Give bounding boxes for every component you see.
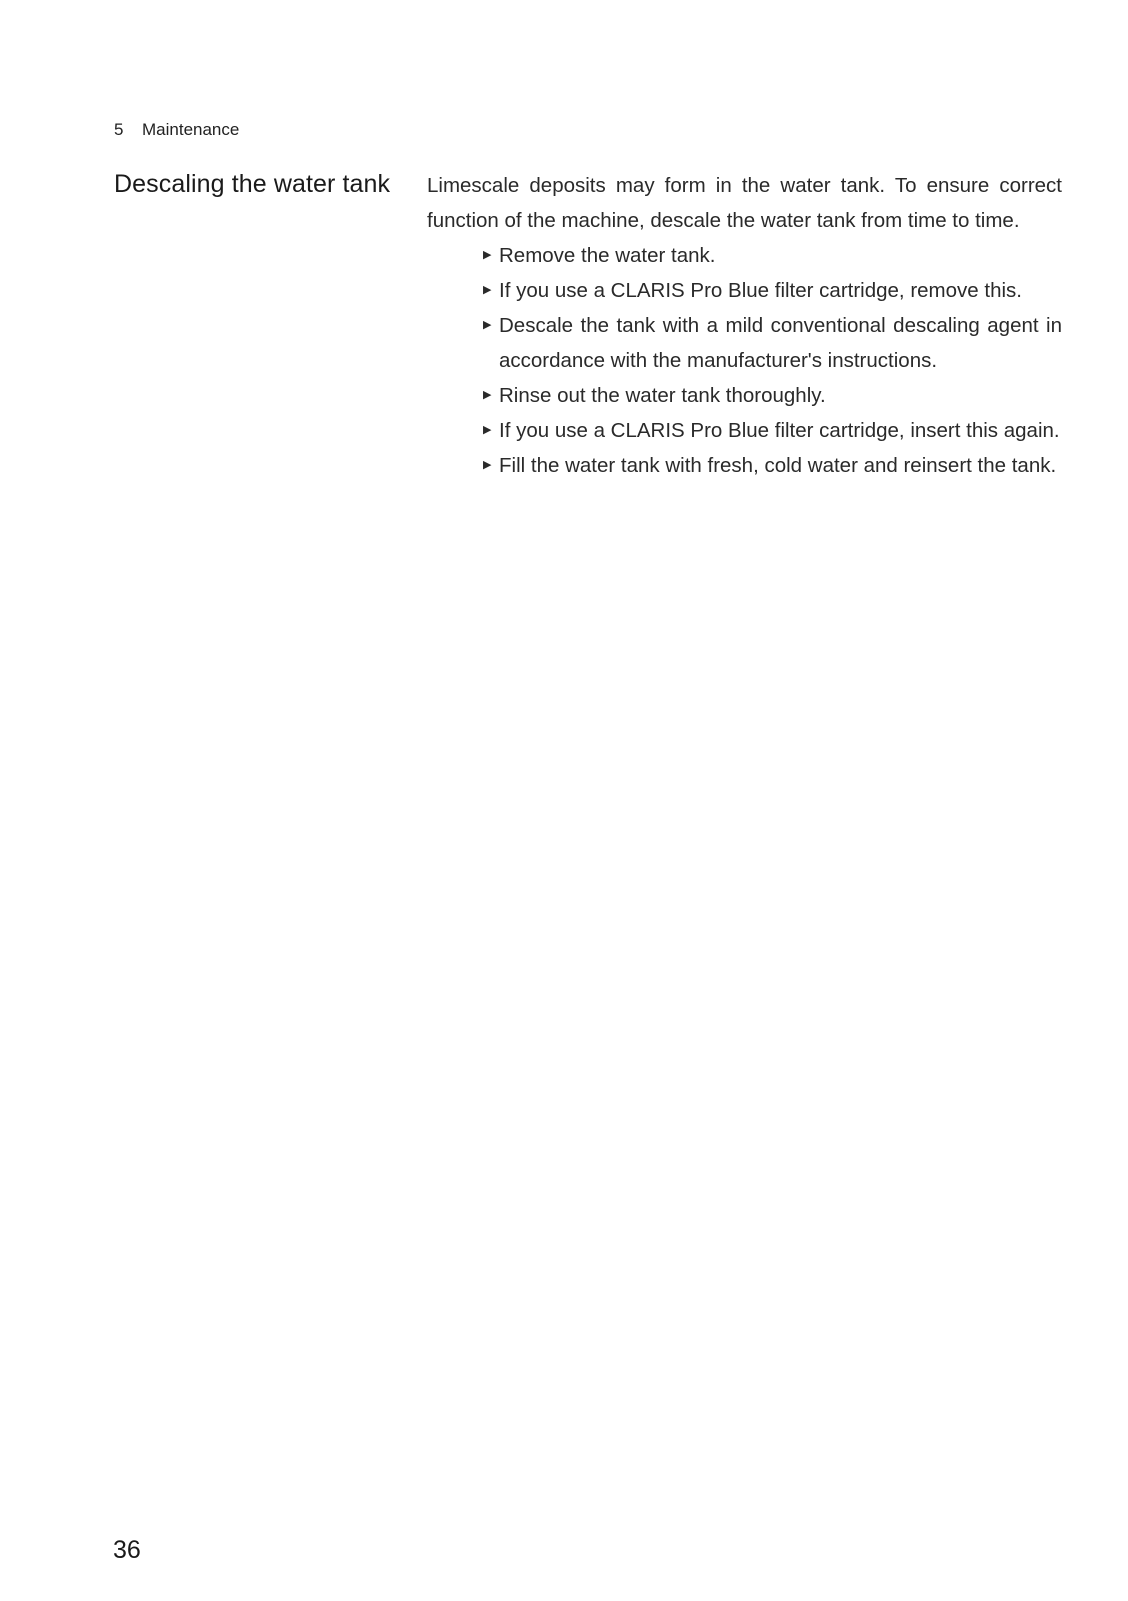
chapter-title: Maintenance	[142, 120, 240, 139]
step-item	[483, 238, 1062, 273]
step-text: If you use a CLARIS Pro Blue filter cartridge, remove this.	[499, 279, 1022, 302]
step-item	[483, 448, 1062, 483]
step-list	[427, 238, 1062, 483]
step-text: If you use a CLARIS Pro Blue filter cartridge, insert this again.	[499, 419, 1060, 442]
step-text: Descale the tank with a mild conventional descaling agent in accordance with the manufacturer's instructions.	[499, 314, 1062, 372]
step-text: Fill the water tank with fresh, cold water and reinsert the tank.	[499, 454, 1057, 477]
step-text: Rinse out the water tank thoroughly.	[499, 384, 826, 407]
step-item	[483, 308, 1062, 378]
triangle-right-icon: ▶	[483, 249, 492, 261]
triangle-right-icon: ▶	[483, 389, 492, 401]
intro-paragraph: Limescale deposits may form in the water tank. To ensure correct function of the machine, descale the water tank from time to time.	[427, 174, 1062, 232]
triangle-right-icon: ▶	[483, 284, 492, 296]
section-body	[427, 168, 1062, 483]
step-text: Remove the water tank.	[499, 244, 716, 267]
step-item	[483, 413, 1062, 448]
step-item	[483, 273, 1062, 308]
step-item	[483, 378, 1062, 413]
triangle-right-icon: ▶	[483, 424, 492, 436]
running-header	[114, 120, 239, 140]
page-number: 36	[113, 1536, 141, 1564]
triangle-right-icon: ▶	[483, 319, 492, 331]
chapter-number: 5	[114, 120, 124, 139]
triangle-right-icon: ▶	[483, 459, 492, 471]
section-heading: Descaling the water tank	[114, 170, 391, 198]
